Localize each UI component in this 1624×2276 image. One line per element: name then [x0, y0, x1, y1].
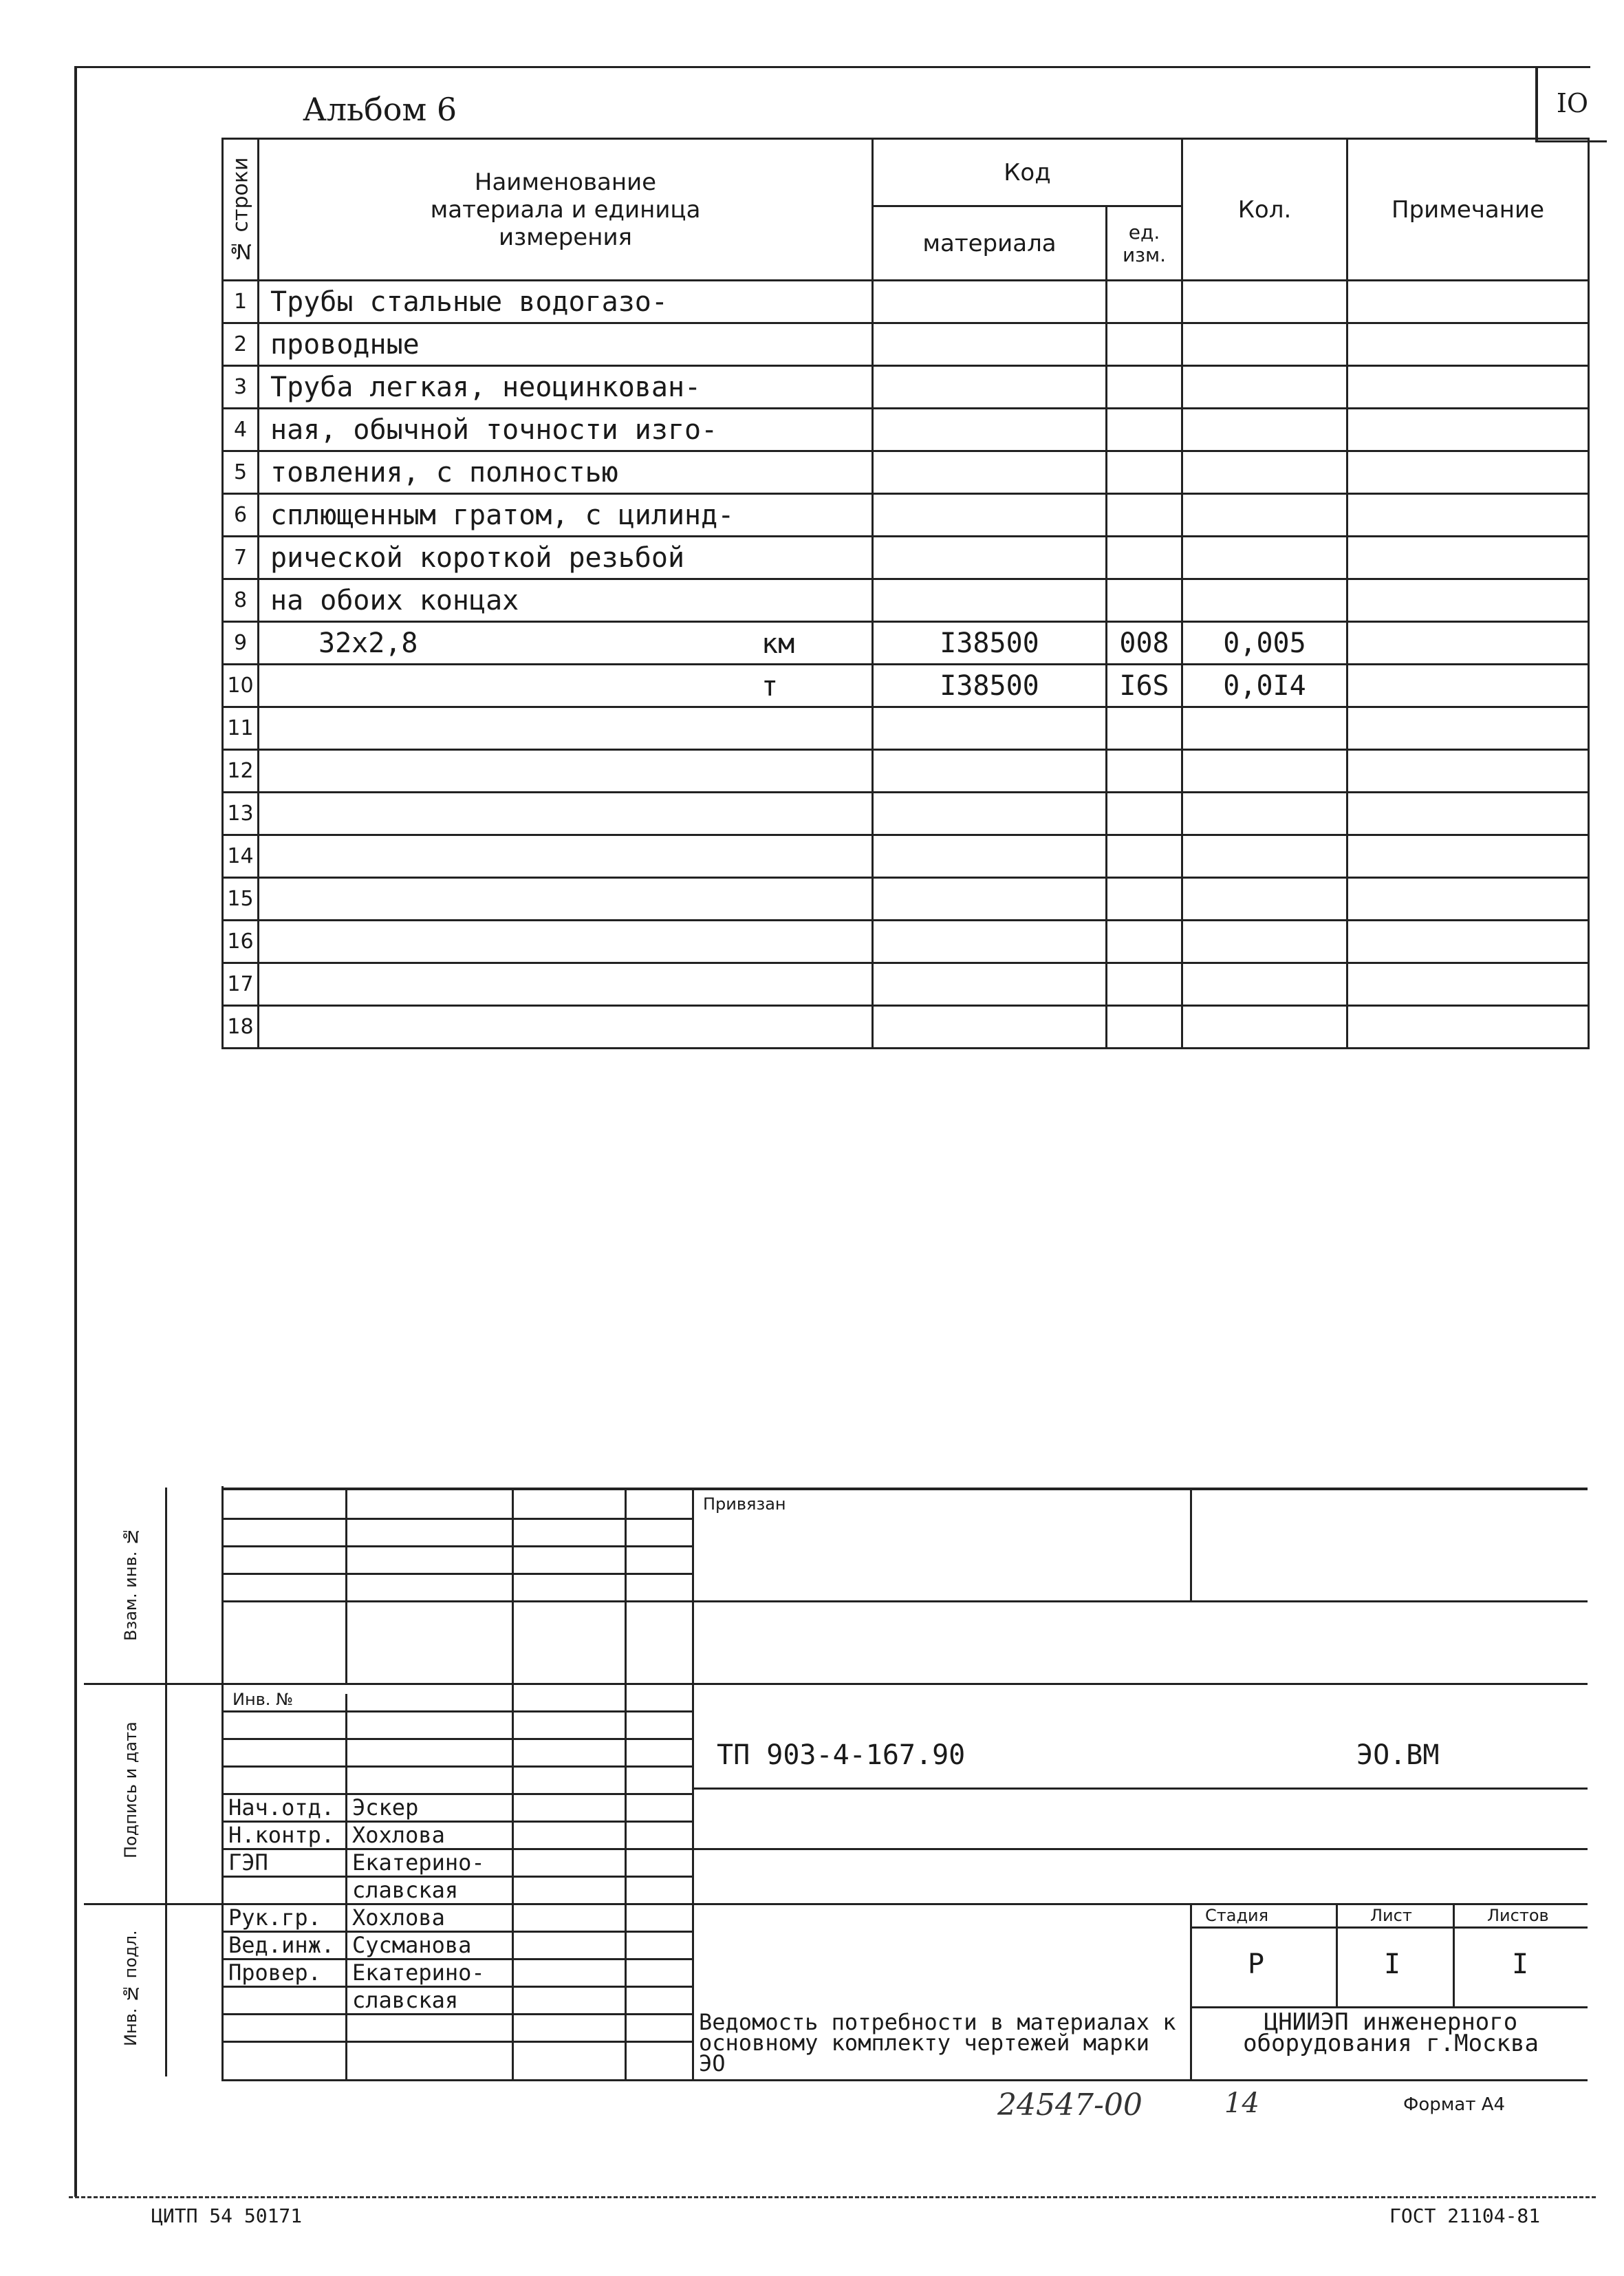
row-number: 2: [223, 323, 259, 366]
footer-right: ГОСТ 21104-81: [1389, 2204, 1541, 2227]
sign-date-label: Подпись и дата: [121, 1721, 140, 1859]
header-note: Примечание: [1347, 139, 1589, 281]
sign-name: Хохлова: [352, 1822, 445, 1848]
row-number: 5: [223, 451, 259, 494]
material-name: [259, 451, 873, 494]
row-number: 4: [223, 409, 259, 451]
quantity: [1182, 963, 1347, 1006]
sheet-label: Лист: [1370, 1906, 1412, 1925]
sign-role: Провер.: [228, 1960, 321, 1986]
note: [1347, 451, 1589, 494]
note: [1347, 1006, 1589, 1049]
unit-code: [1107, 835, 1182, 878]
table-row: [223, 409, 1589, 451]
sign-role: Вед.инж.: [228, 1932, 335, 1958]
material-code: [873, 707, 1107, 750]
vzam-inv-label: Взам. инв. №: [121, 1527, 140, 1641]
sign-role: Рук.гр.: [228, 1904, 321, 1931]
table-row: [223, 281, 1589, 323]
page-number: IO: [1535, 66, 1607, 142]
material-name: [259, 707, 873, 750]
footer-left: ЦИТП 54 50171: [151, 2204, 303, 2227]
sign-name: Хохлова: [352, 1904, 445, 1931]
material-name: [259, 622, 873, 665]
side-column-border: [165, 1488, 167, 2076]
material-code: [873, 579, 1107, 622]
note: [1347, 707, 1589, 750]
tied-label: Привязан: [703, 1494, 786, 1514]
row-number: 12: [223, 750, 259, 793]
header-row-no: № строки: [223, 139, 259, 281]
unit-code: [1107, 409, 1182, 451]
note: [1347, 878, 1589, 921]
material-code: [873, 409, 1107, 451]
material-code: [873, 750, 1107, 793]
unit-code: 008: [1107, 622, 1182, 665]
table-row: [223, 835, 1589, 878]
note: [1347, 793, 1589, 835]
doc-title: Ведомость потребности в материалах к основному комплекту чертежей марки ЭО: [699, 2009, 1176, 2076]
note: [1347, 323, 1589, 366]
unit-name: км: [761, 628, 795, 660]
organization: ЦНИИЭП инженерного оборудования г.Москва: [1243, 2008, 1539, 2057]
spec-table: [221, 138, 1590, 1049]
material-name: [259, 537, 873, 579]
row-number: 10: [223, 665, 259, 707]
table-row: [223, 878, 1589, 921]
material-name: [259, 323, 873, 366]
stage-value: Р: [1248, 1948, 1265, 1980]
material-name: [259, 494, 873, 537]
bottom-cut-line: [69, 2196, 1596, 2198]
row-number: 18: [223, 1006, 259, 1049]
doc-mark: ЭО.ВМ: [1356, 1739, 1440, 1771]
header-qty: Кол.: [1182, 139, 1347, 281]
table-row: [223, 793, 1589, 835]
note: [1347, 750, 1589, 793]
unit-code: [1107, 878, 1182, 921]
quantity: [1182, 366, 1347, 409]
material-name: [259, 835, 873, 878]
sign-name: Сусманова: [352, 1932, 472, 1958]
unit-name: т: [761, 671, 779, 702]
material-code: [873, 366, 1107, 409]
note: [1347, 963, 1589, 1006]
material-code: [873, 537, 1107, 579]
quantity: [1182, 323, 1347, 366]
material-name: [259, 366, 873, 409]
quantity: [1182, 579, 1347, 622]
material-name-text: 32х2,8: [318, 627, 418, 659]
unit-code: [1107, 707, 1182, 750]
material-name-text: товления, с полностью: [270, 456, 618, 489]
inv-orig-label: Инв. № подл.: [121, 1930, 140, 2047]
quantity: [1182, 750, 1347, 793]
unit-code: [1107, 963, 1182, 1006]
row-number: 9: [223, 622, 259, 665]
table-row: [223, 665, 1589, 707]
table-row: [223, 1006, 1589, 1049]
material-code: [873, 963, 1107, 1006]
format-label: Формат А4: [1403, 2094, 1506, 2115]
material-name: [259, 409, 873, 451]
row-number: 6: [223, 494, 259, 537]
unit-code: [1107, 366, 1182, 409]
material-code: [873, 494, 1107, 537]
unit-code: [1107, 323, 1182, 366]
unit-code: [1107, 579, 1182, 622]
table-row: [223, 537, 1589, 579]
table-row: [223, 366, 1589, 409]
material-code: [873, 835, 1107, 878]
material-name: [259, 665, 873, 707]
sign-name: славская: [352, 1987, 459, 2013]
material-name-text: на обоих концах: [270, 584, 519, 616]
table-row: [223, 963, 1589, 1006]
sign-name: славская: [352, 1877, 459, 1903]
table-row: [223, 707, 1589, 750]
row-number: 13: [223, 793, 259, 835]
table-row: [223, 579, 1589, 622]
material-name-text: сплющенным гратом, с цилинд-: [270, 499, 735, 531]
note: [1347, 494, 1589, 537]
quantity: [1182, 1006, 1347, 1049]
row-number: 17: [223, 963, 259, 1006]
material-name: [259, 579, 873, 622]
note: [1347, 622, 1589, 665]
material-code: I38500: [873, 665, 1107, 707]
header-material: материала: [873, 206, 1107, 281]
unit-code: [1107, 793, 1182, 835]
note: [1347, 921, 1589, 963]
header-code: Код: [873, 139, 1182, 206]
sheets-label: Листов: [1487, 1906, 1549, 1925]
title-block: [221, 1488, 1588, 2079]
quantity: [1182, 793, 1347, 835]
sheet-value: I: [1384, 1948, 1401, 1980]
sign-name: Екатерино-: [352, 1960, 485, 1986]
row-number: 15: [223, 878, 259, 921]
row-number: 8: [223, 579, 259, 622]
material-code: [873, 323, 1107, 366]
table-row: [223, 750, 1589, 793]
material-code: [873, 878, 1107, 921]
sign-role: Н.контр.: [228, 1822, 335, 1848]
material-name: [259, 281, 873, 323]
sign-name: Эскер: [352, 1794, 419, 1821]
quantity: [1182, 878, 1347, 921]
material-code: I38500: [873, 622, 1107, 665]
album-title: Альбом 6: [303, 91, 457, 128]
material-name-text: ная, обычной точности изго-: [270, 414, 718, 446]
table-row: [223, 921, 1589, 963]
quantity: 0,0I4: [1182, 665, 1347, 707]
material-code: [873, 451, 1107, 494]
note: [1347, 665, 1589, 707]
table-row: [223, 622, 1589, 665]
row-number: 1: [223, 281, 259, 323]
note: [1347, 835, 1589, 878]
material-name: [259, 963, 873, 1006]
unit-code: [1107, 1006, 1182, 1049]
table-row: [223, 451, 1589, 494]
unit-code: [1107, 494, 1182, 537]
unit-code: [1107, 921, 1182, 963]
material-code: [873, 921, 1107, 963]
row-number: 7: [223, 537, 259, 579]
row-number: 3: [223, 366, 259, 409]
row-number: 16: [223, 921, 259, 963]
material-name-text: рической короткой резьбой: [270, 541, 685, 574]
material-name-text: Трубы стальные водогазо-: [270, 286, 668, 318]
quantity: [1182, 707, 1347, 750]
material-name: [259, 921, 873, 963]
quantity: [1182, 281, 1347, 323]
quantity: [1182, 537, 1347, 579]
note: [1347, 409, 1589, 451]
inv-no-label: Инв. №: [232, 1690, 294, 1709]
unit-code: [1107, 281, 1182, 323]
material-name-text: проводные: [270, 328, 420, 361]
material-name: [259, 1006, 873, 1049]
sign-role: Нач.отд.: [228, 1794, 335, 1821]
sheets-value: I: [1512, 1948, 1529, 1980]
material-code: [873, 793, 1107, 835]
quantity: [1182, 921, 1347, 963]
material-name: [259, 793, 873, 835]
table-row: [223, 494, 1589, 537]
quantity: [1182, 451, 1347, 494]
row-number: 14: [223, 835, 259, 878]
note: [1347, 366, 1589, 409]
archive-number: 24547-00: [997, 2087, 1143, 2123]
material-name: [259, 750, 873, 793]
stage-label: Стадия: [1205, 1906, 1269, 1925]
quantity: 0,005: [1182, 622, 1347, 665]
doc-code: ТП 903-4-167.90: [717, 1739, 966, 1771]
note: [1347, 579, 1589, 622]
unit-code: [1107, 451, 1182, 494]
quantity: [1182, 409, 1347, 451]
sign-name: Екатерино-: [352, 1849, 485, 1876]
unit-code: [1107, 537, 1182, 579]
quantity: [1182, 494, 1347, 537]
material-code: [873, 281, 1107, 323]
note: [1347, 281, 1589, 323]
header-unit: ед. изм.: [1107, 206, 1182, 281]
material-code: [873, 1006, 1107, 1049]
quantity: [1182, 835, 1347, 878]
table-row: [223, 323, 1589, 366]
unit-code: I6S: [1107, 665, 1182, 707]
footer-page: 14: [1224, 2087, 1259, 2119]
row-number: 11: [223, 707, 259, 750]
note: [1347, 537, 1589, 579]
unit-code: [1107, 750, 1182, 793]
material-name: [259, 878, 873, 921]
header-name: Наименование материала и единица измерения: [259, 139, 873, 281]
material-name-text: Труба легкая, неоцинкован-: [270, 371, 702, 403]
sign-role: ГЭП: [228, 1849, 268, 1876]
